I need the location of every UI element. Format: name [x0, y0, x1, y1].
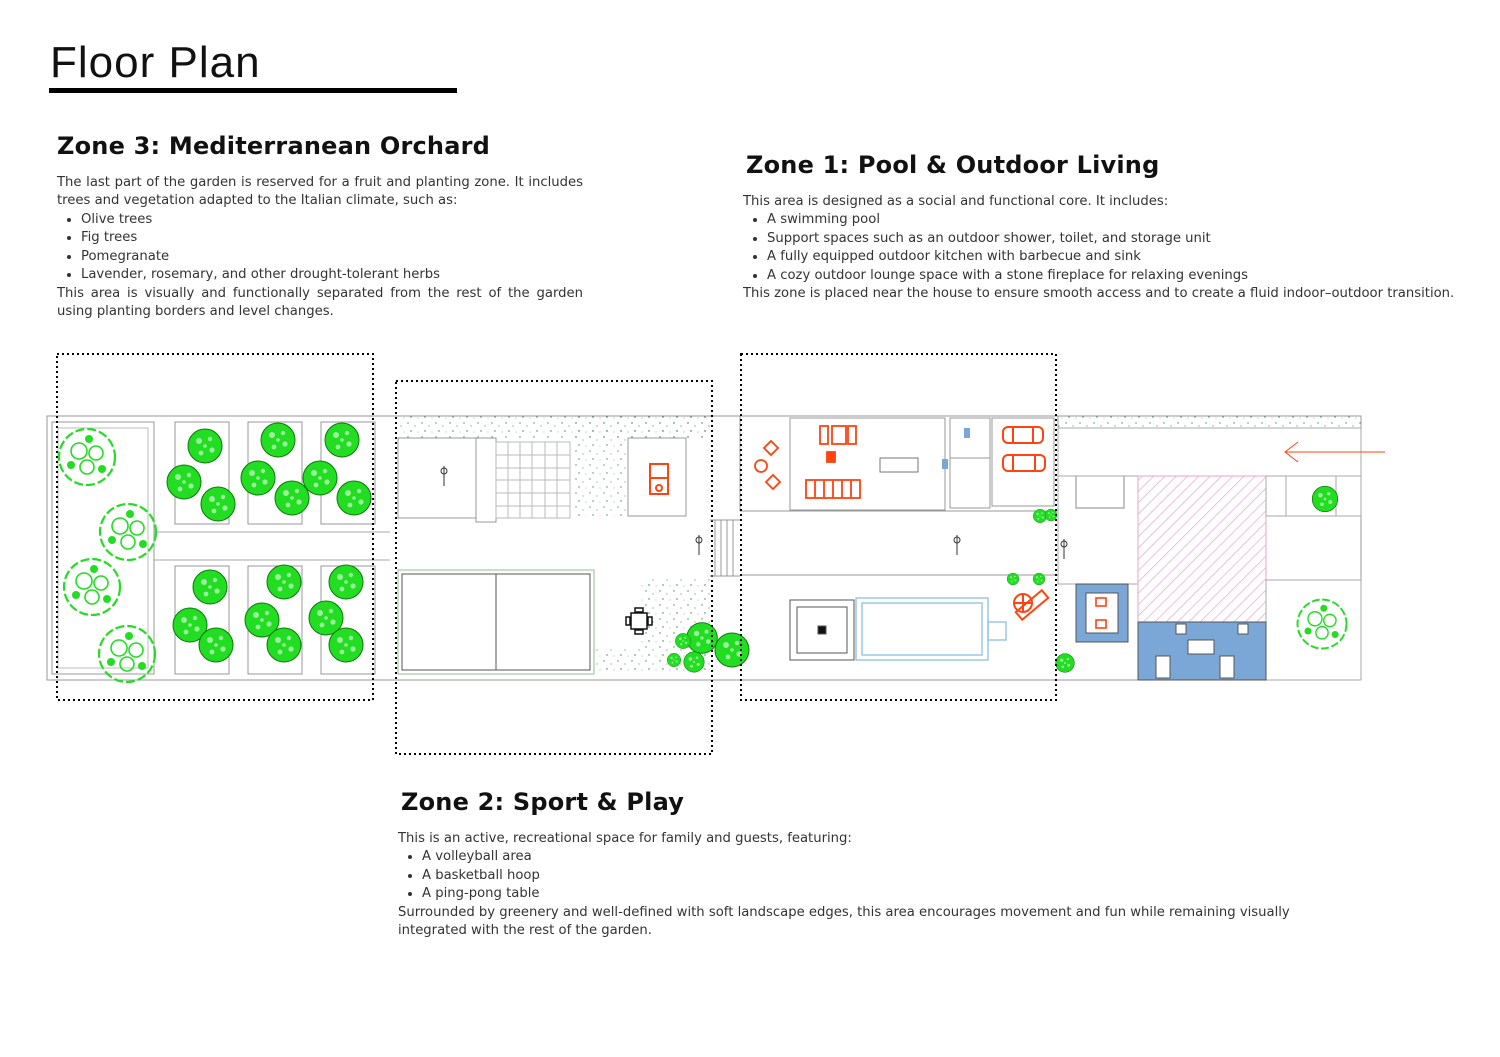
bush-icon [715, 633, 749, 667]
zone3-description [57, 132, 583, 322]
tree-icon [241, 461, 275, 495]
zone1-list [743, 211, 1468, 285]
zone1-description [743, 151, 1468, 304]
zone1-plan [740, 354, 1074, 700]
list-item: • Fig trees [81, 229, 583, 248]
shower-grid [496, 442, 570, 518]
list-item: • Support spaces such as an outdoor shower, toilet, and storage unit [767, 230, 1468, 249]
tree-icon [303, 461, 337, 495]
toilet-icon [964, 428, 970, 438]
umbrella-icon [1014, 590, 1048, 620]
marker-icon [1061, 539, 1067, 559]
zone3-outro: This area is visually and functionally separated from the rest of the garden using planting borders and level changes. [57, 285, 583, 319]
marker-icon [696, 535, 702, 555]
bush-icon [675, 633, 690, 648]
list-item: • Olive trees [81, 211, 583, 230]
bush-icon [684, 652, 704, 672]
tree-icon [167, 465, 201, 499]
car-icon [1003, 427, 1045, 471]
zone2-outro: Surrounded by greenery and well-defined with soft landscape edges, this area encourages movement and fun while remaining visually integrated with the rest of the garden. [398, 904, 1290, 938]
zone2-description [398, 788, 1318, 941]
list-item: • A ping-pong table [422, 885, 1318, 904]
zone1-outro: This zone is placed near the house to ensure smooth access and to create a fluid indoor–outdoor transition. [743, 286, 1455, 301]
list-item: • A basketball hoop [422, 867, 1318, 886]
olive-tree-icon [64, 559, 120, 615]
tree-icon [261, 423, 295, 457]
tree-icon [275, 481, 309, 515]
list-item: • A fully equipped outdoor kitchen with barbecue and sink [767, 248, 1468, 267]
tree-icon [188, 429, 222, 463]
zone3-list [57, 211, 583, 285]
zone2-intro: This is an active, recreational space for family and guests, featuring: [398, 830, 852, 846]
zone1-heading: Zone 1: Pool & Outdoor Living [746, 151, 1160, 179]
tree-icon [329, 565, 363, 599]
bush-icon [1007, 573, 1019, 585]
bush-icon [1033, 509, 1047, 523]
bush-icon [1033, 573, 1045, 585]
zone3-intro: The last part of the garden is reserved for a fruit and planting zone. It includes trees and vegetation adapted to the Italian climate, such as: [57, 174, 583, 208]
bush-icon [687, 623, 718, 654]
dining-table [806, 480, 860, 498]
tree-icon [267, 628, 301, 662]
tree-icon [337, 481, 371, 515]
tree-icon [201, 487, 235, 521]
lounge-chairs [755, 441, 780, 489]
tree-icon [199, 628, 233, 662]
swimming-pool [856, 598, 1006, 660]
house-plan [1058, 416, 1385, 680]
zone2-list [398, 848, 1318, 904]
list-item: • A swimming pool [767, 211, 1468, 230]
zone3-heading: Zone 3: Mediterranean Orchard [57, 132, 491, 160]
olive-tree-icon [1298, 600, 1347, 649]
tree-icon [325, 423, 359, 457]
list-item: • Pomegranate [81, 248, 583, 267]
sink-icon [942, 459, 948, 469]
olive-tree-icon [59, 429, 115, 485]
outdoor-lounge [820, 426, 856, 462]
page-title: Floor Plan [50, 38, 261, 87]
tree-icon [329, 628, 363, 662]
zone1-intro: This area is designed as a social and functional core. It includes: [743, 193, 1169, 209]
zone2-plan [396, 381, 749, 754]
list-item: • A cozy outdoor lounge space with a stone fireplace for relaxing evenings [767, 267, 1468, 286]
list-item: • A volleyball area [422, 848, 1318, 867]
zone3-plan [52, 354, 390, 700]
zone1-boundary [741, 354, 1056, 700]
marker-icon [954, 535, 960, 555]
tree-icon [1312, 486, 1338, 512]
fireplace [790, 600, 854, 660]
list-item: • Lavender, rosemary, and other drought-tolerant herbs [81, 266, 583, 285]
bush-icon [667, 653, 681, 667]
tree-icon [267, 565, 301, 599]
zone2-heading: Zone 2: Sport & Play [401, 788, 685, 816]
tree-icon [193, 570, 227, 604]
volleyball-court [402, 574, 590, 670]
bush-icon [1056, 654, 1075, 673]
